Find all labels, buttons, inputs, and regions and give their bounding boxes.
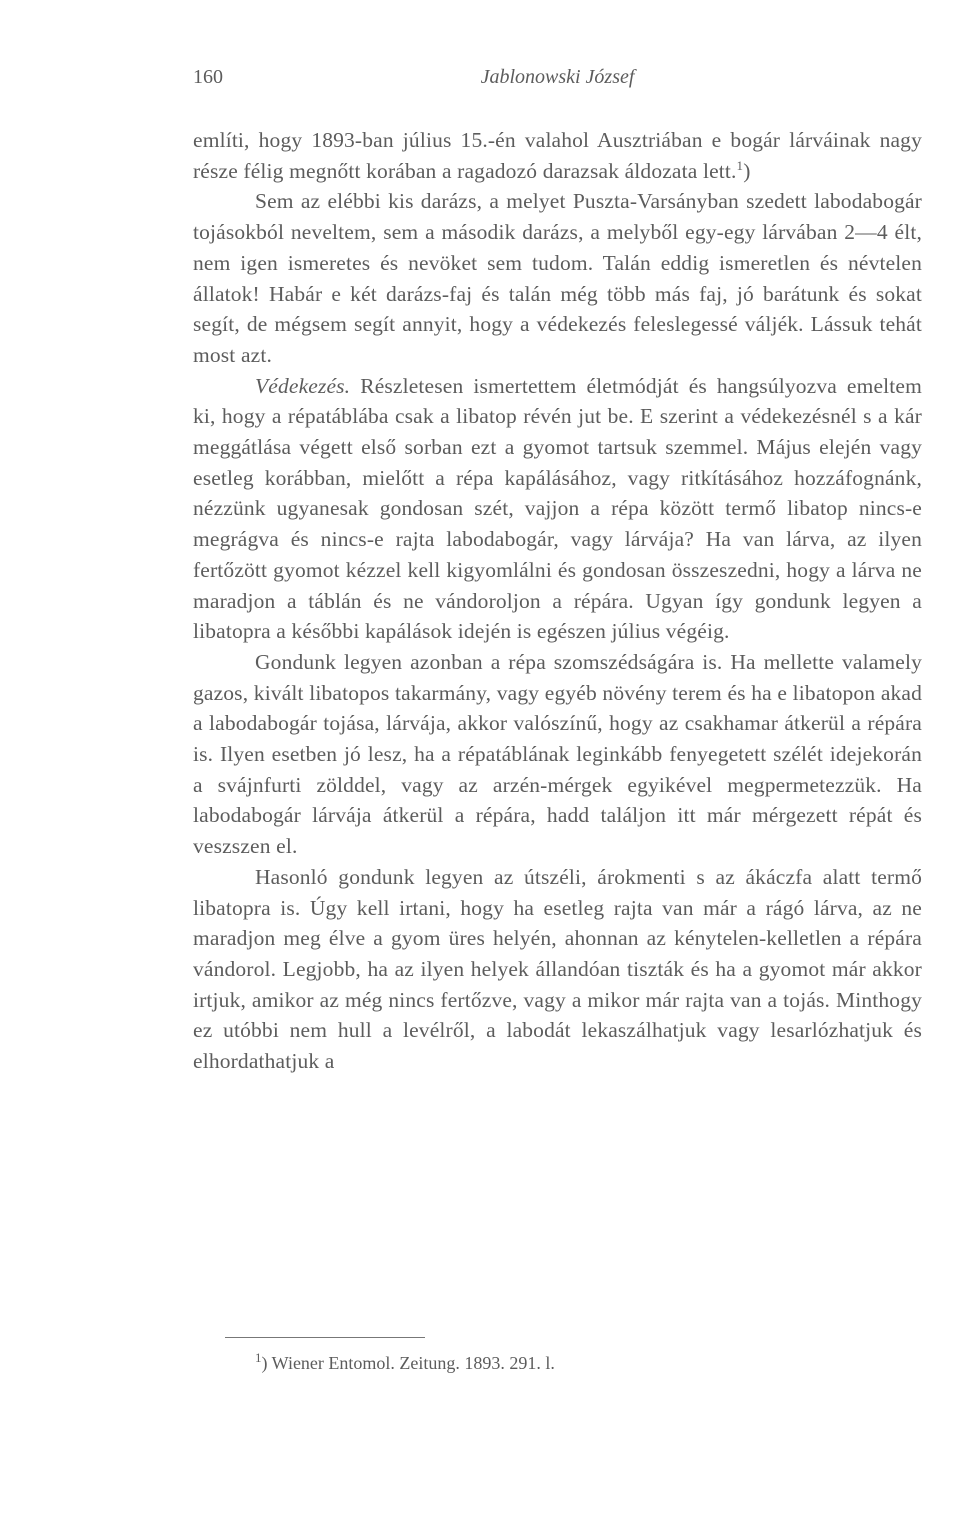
running-title: Jablonowski József: [480, 66, 635, 88]
paragraph-5: Hasonló gondunk legyen az útszéli, árokmenti s az ákáczfa alatt termő libatopra is. Úgy kell irtani, hogy ha esetleg rajta van már a rágó lárva, az ne maradjon meg élve a gyom üres helyén, ahonnan az kénytelen-kelletlen a répára vándorol. Legjobb, ha az ilyen helyek állandóan tiszták és ha a gyomot már akkor irtjuk, amikor az még nincs fertőzve, vagy a mikor már rajta van a tojás. Minthogy ez utóbbi nem hull a levélről, a labodát lekaszálhatjuk vagy lesarlózhatjuk és elhordathatjuk a: [193, 864, 922, 1074]
footnote-reference-paren: ): [743, 158, 751, 183]
paragraph-1-text: említi, hogy 1893-ban július 15.-én valahol Ausztriában e bogár lárváinak nagy része félig megnőtt korában a ragadozó darazsak áldozata lett.: [193, 128, 922, 183]
body-text: [193, 125, 922, 1077]
section-heading-vedekezes: Védekezés.: [255, 373, 351, 398]
paragraph-4: Gondunk legyen azonban a répa szomszédságára is. Ha mellette valamely gazos, kivált libatopos takarmány, vagy egyéb növény terem és ha e libatopon akad a labodabogár tojása, lárvája, akkor valószínű, hogy az csakhamar átkerül a répára is. Ilyen esetben jó lesz, ha a répatáblának leginkább fenyegetett szélét idejekorán a svájnfurti zölddel, vagy az arzén-mérgek egyikével megpermetezzük. Ha labodabogár lárvája átkerül a répára, hadd találjon itt már mérgezett répát és veszszen el.: [193, 649, 922, 859]
page-header: [193, 62, 922, 92]
footnote: [255, 1350, 555, 1376]
footnote-marker: 1: [255, 1350, 262, 1365]
paragraph-3-text: Részletesen ismertettem életmódját és hangsúlyozva emeltem ki, hogy a répatáblába csak a libatop révén jut be. E szerint a védekezésnél s a kár meggátlása végett első sorban ezt a gyomot tartsuk szemmel. Május elején vagy esetleg korábban, mielőtt a répa kapálásához, vagy ritkításához hozzáfognánk, nézzünk ugyanesak gondosan szét, vajjon a répa között termő libatop nincs-e megrágva és nincs-e rajta labodabogár, vagy lárvája? Ha van lárva, az ilyen fertőzött gyomot kézzel kell kigyomlálni és gondosan összeszedni, hogy a lárva ne maradjon a táblán és ne vándoroljon a répára. Ugyan így gondunk legyen a libatopra a későbbi kapálások idején is egészen július végéig.: [193, 373, 922, 644]
footnote-text: Wiener Entomol. Zeitung. 1893. 291. l.: [267, 1353, 555, 1373]
paragraph-1: [193, 125, 922, 186]
page-number: 160: [193, 66, 223, 88]
paragraph-2: Sem az elébbi kis darázs, a melyet Puszta-Varsányban szedett labodabogár tojásokból neveltem, sem a második darázs, a melyből egy-egy lárvában 2—4 élt, nem igen ismeretes és nevöket sem tudom. Talán eddig ismeretlen és névtelen állatok! Habár e két darázs-faj és talán még több más faj, jó barátunk és sokat segít, de mégsem segít annyit, hogy a védekezés feleslegessé váljék. Lássuk tehát most azt.: [193, 189, 922, 367]
paragraph-3: [193, 371, 922, 647]
footnote-reference-number: 1: [736, 157, 744, 173]
footnote-marker-paren: ): [261, 1353, 268, 1373]
footnote-divider: [225, 1337, 425, 1338]
